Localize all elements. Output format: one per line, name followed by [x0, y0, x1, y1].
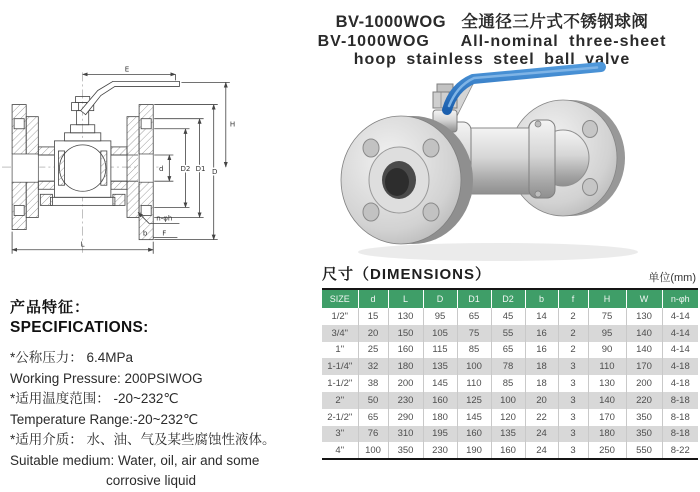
table-cell: 190	[457, 442, 491, 459]
table-cell: 100	[491, 392, 525, 409]
table-cell: 4"	[335, 444, 345, 456]
table-cell: 45	[491, 308, 525, 325]
table-cell: 8-18	[662, 426, 698, 443]
table-cell: 160	[423, 392, 457, 409]
table-cell: 1"	[335, 344, 345, 356]
table-cell: 230	[423, 442, 457, 459]
table-cell: 140	[626, 342, 662, 359]
table-cell: 1-1/2"	[327, 378, 353, 390]
dimensions-table	[322, 288, 698, 460]
table-cell: 160	[457, 426, 491, 443]
table-cell: 85	[491, 375, 525, 392]
dim-label-d: d	[159, 164, 164, 174]
table-cell: 8-22	[662, 442, 698, 459]
table-cell: 1/2"	[331, 310, 349, 322]
table-cell: 220	[626, 392, 662, 409]
dim-label-D: D	[211, 167, 218, 177]
table-cell: 290	[388, 409, 423, 426]
table-cell: 350	[626, 426, 662, 443]
table-cell: 3	[558, 409, 588, 426]
table-cell: 180	[588, 426, 626, 443]
table-cell: 38	[358, 375, 388, 392]
table-cell: 20	[358, 325, 388, 342]
table-cell: 100	[358, 442, 388, 459]
column-header: SIZE	[322, 289, 358, 308]
table-cell: 16	[525, 325, 558, 342]
table-cell: 2"	[322, 392, 358, 409]
title-line-en-2: hoop stainless steel ball valve	[353, 51, 631, 68]
table-cell: 4-14	[662, 325, 698, 342]
table-cell: 75	[457, 325, 491, 342]
table-cell: 50	[358, 392, 388, 409]
table-cell: 105	[423, 325, 457, 342]
spec-line: *适用介质： 水、油、气及某些腐蚀性液体。	[10, 432, 276, 447]
table-cell: 55	[491, 325, 525, 342]
column-header: b	[525, 289, 558, 308]
table-cell: 90	[588, 342, 626, 359]
table-cell: 4-14	[662, 342, 698, 359]
table-cell: 24	[525, 442, 558, 459]
spec-line: *公称压力： 6.4MPa	[10, 350, 134, 365]
table-cell: 18	[525, 358, 558, 375]
valve-technical-drawing	[0, 46, 252, 268]
dim-label-F: F	[162, 228, 167, 238]
table-cell: 135	[491, 426, 525, 443]
table-cell: 3"	[322, 426, 358, 443]
column-header: H	[588, 289, 626, 308]
table-cell: 2	[558, 325, 588, 342]
table-cell: 350	[388, 442, 423, 459]
table-cell: 250	[588, 442, 626, 459]
table-cell: 75	[588, 308, 626, 325]
table-cell: 100	[457, 358, 491, 375]
table-cell: 3/4"	[322, 325, 358, 342]
column-header: D1	[457, 289, 491, 308]
table-cell: 22	[525, 409, 558, 426]
table-cell: 95	[423, 308, 457, 325]
table-cell: 195	[423, 426, 457, 443]
table-cell: 110	[588, 358, 626, 375]
specifications-section	[10, 296, 315, 492]
table-cell: 24	[525, 426, 558, 443]
table-cell: 160	[388, 342, 423, 359]
spec-line: Working Pressure: 200PSIWOG	[10, 370, 203, 386]
table-row	[322, 409, 698, 426]
table-cell: 20	[525, 392, 558, 409]
table-cell: 140	[588, 392, 626, 409]
spec-line: Suitable medium: Water, oil, air and some	[10, 452, 260, 468]
column-header: L	[388, 289, 423, 308]
column-header: d	[358, 289, 388, 308]
table-row	[322, 426, 698, 443]
table-cell: 32	[358, 358, 388, 375]
dimensions-table-head-row	[322, 289, 698, 308]
dim-label-E: E	[124, 64, 130, 74]
table-cell: 2	[558, 308, 588, 325]
table-cell: 140	[626, 325, 662, 342]
column-header: f	[558, 289, 588, 308]
table-cell: 3	[558, 392, 588, 409]
dim-label-D2: D2	[180, 164, 191, 174]
table-cell: 125	[457, 392, 491, 409]
dim-label-n-phi-h: n-φh	[156, 213, 173, 223]
table-cell: 4-14	[662, 308, 698, 325]
column-header: n-φh	[662, 289, 698, 308]
table-cell: 18	[525, 375, 558, 392]
table-cell: 15	[358, 308, 388, 325]
table-cell: 130	[626, 308, 662, 325]
table-cell: 8-18	[662, 409, 698, 426]
specs-heading-cn: 产品特征：	[10, 299, 91, 316]
table-cell: 180	[423, 409, 457, 426]
table-cell: 150	[388, 325, 423, 342]
column-header: W	[626, 289, 662, 308]
table-cell: 76	[358, 426, 388, 443]
table-cell: 550	[626, 442, 662, 459]
table-cell: 3	[558, 358, 588, 375]
table-cell: 25	[358, 342, 388, 359]
table-cell: 2	[558, 342, 588, 359]
table-cell: 110	[457, 375, 491, 392]
table-cell: 145	[457, 409, 491, 426]
dimensions-table-body	[322, 308, 698, 459]
table-cell: 3	[558, 426, 588, 443]
table-cell: 1-1/4"	[322, 358, 358, 375]
table-row	[322, 342, 698, 359]
table-cell: 65	[491, 342, 525, 359]
table-cell: 14	[525, 308, 558, 325]
dim-label-L: L	[80, 239, 85, 249]
table-cell: 170	[588, 409, 626, 426]
table-cell: 8-18	[662, 392, 698, 409]
table-row	[322, 325, 698, 342]
table-cell: 3	[558, 442, 588, 459]
table-row	[322, 392, 698, 409]
table-cell: 145	[423, 375, 457, 392]
table-cell: 4-18	[662, 358, 698, 375]
table-cell: 200	[388, 375, 423, 392]
left-flange	[341, 116, 473, 244]
table-cell: 115	[423, 342, 457, 359]
table-cell: 120	[491, 409, 525, 426]
table-cell: 310	[388, 426, 423, 443]
table-cell: 230	[388, 392, 423, 409]
title-line-en-1: BV-1000WOG All-nominal three-sheet	[317, 33, 667, 50]
table-cell: 65	[457, 308, 491, 325]
dim-label-b: b	[142, 228, 148, 238]
table-cell: 160	[491, 442, 525, 459]
table-cell: 2-1/2"	[327, 411, 353, 423]
table-cell: 180	[388, 358, 423, 375]
table-cell: 78	[491, 358, 525, 375]
table-cell: 130	[588, 375, 626, 392]
table-cell: 170	[626, 358, 662, 375]
spec-line: corrosive liquid	[106, 473, 197, 488]
table-row	[322, 308, 698, 325]
spec-line: Temperature Range:-20~232℃	[10, 411, 199, 427]
column-header: D	[423, 289, 457, 308]
table-cell: 16	[525, 342, 558, 359]
column-header: D2	[491, 289, 525, 308]
table-cell: 85	[457, 342, 491, 359]
table-cell: 135	[423, 358, 457, 375]
table-cell: 130	[388, 308, 423, 325]
spec-lines	[10, 348, 315, 492]
dimensions-heading: 尺寸（DIMENSIONS）	[322, 266, 492, 283]
table-cell: 95	[588, 325, 626, 342]
photo-shadow	[358, 243, 638, 261]
table-row	[322, 442, 698, 459]
table-cell: 200	[626, 375, 662, 392]
table-cell: 350	[626, 409, 662, 426]
specs-heading-en: SPECIFICATIONS:	[10, 319, 149, 336]
title-line-cn: BV-1000WOG 全通径三片式不锈钢球阀	[335, 13, 649, 31]
dim-label-D1: D1	[195, 164, 206, 174]
table-row	[322, 375, 698, 392]
product-photo	[333, 58, 663, 265]
unit-label: 单位(mm)	[648, 272, 696, 284]
spec-line: *适用温度范围： -20~232℃	[10, 391, 179, 406]
dim-label-H: H	[229, 119, 236, 129]
table-row	[322, 358, 698, 375]
table-cell: 65	[358, 409, 388, 426]
table-cell: 3	[558, 375, 588, 392]
table-cell: 4-18	[662, 375, 698, 392]
